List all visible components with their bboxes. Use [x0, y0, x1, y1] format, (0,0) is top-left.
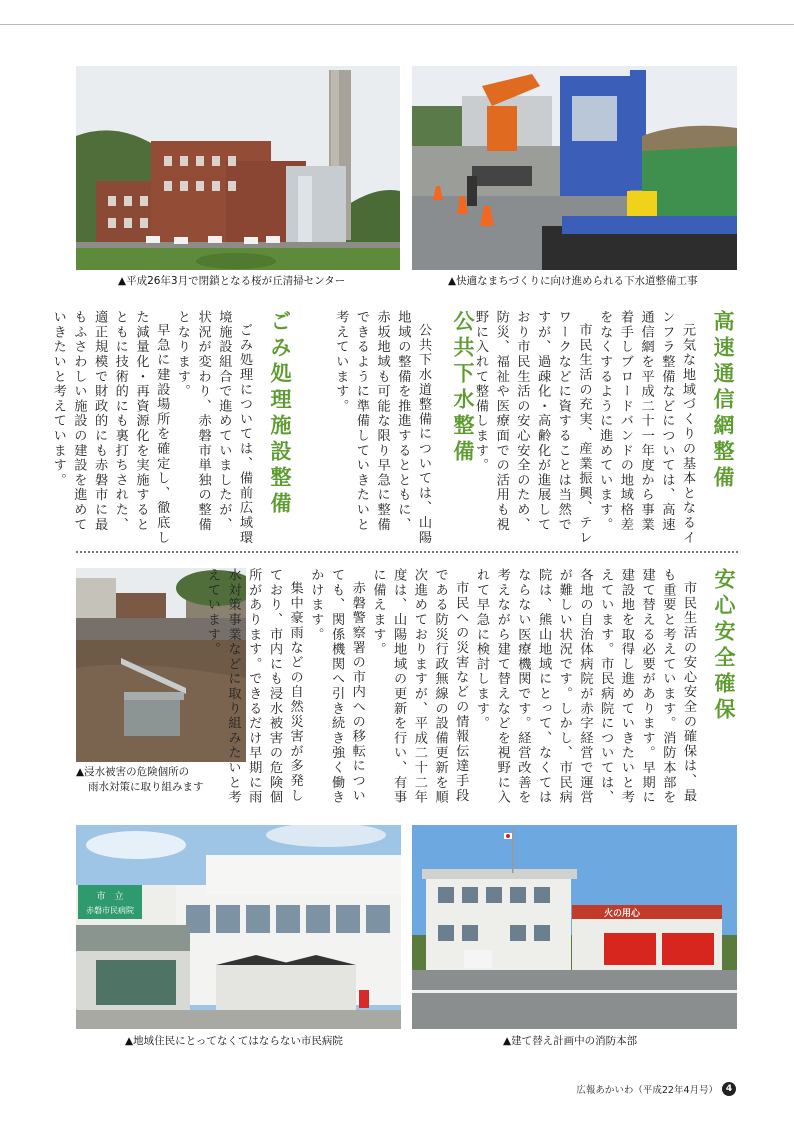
- waste-heading: ごみ処理施設整備: [268, 310, 292, 518]
- hospital-caption: ▲地域住民にとってなくてはならない市民病院: [125, 1035, 343, 1047]
- section-divider: [76, 551, 738, 553]
- broadband-heading: 高速通信網整備: [711, 310, 735, 492]
- safety-paragraph-1: 市民生活の安心安全の確保は、最も重要と考えています。消防本部を建て替える必要があります。早期に建設地を取得し進めていきたいと考えています。市民病院については、各地の自治体病院が赤字経営で運営が難しい状況です。しかし、市民病院は、熊山地域にとって、なくてはならない医療機関です。経営改善を考えながら建て替えなどを視野に入れて早急に検討します。: [473, 568, 696, 805]
- firestation-caption: ▲建て替え計画中の消防本部: [503, 1035, 638, 1047]
- publication-name: 広報あかいわ（平成22年4月号）: [576, 1085, 718, 1096]
- flood-caption-line-2: 雨水対策に取り組みます: [88, 781, 204, 793]
- safety-paragraph-3: 赤磐警察署の市内への移転についても、関係機関へ引き続き強く働きかけます。: [308, 568, 365, 805]
- waste-paragraph-1: ごみ処理については、備前広域環境施設組合で進めていましたが、状況が変わり、赤磐市単独の整備となります。: [174, 310, 252, 546]
- hospital-sign-line-1: 市 立: [96, 892, 124, 902]
- page-number: 4: [722, 1082, 736, 1096]
- safety-paragraph-2: 市民への災害などの情報伝達手段である防災行政無線の設備更新を順次進めておりますが、平成二十二年度は、山陽地域の更新を行い、有事に備えます。: [370, 568, 469, 805]
- broadband-paragraph-1: 元気な地域づくりの基本となるインフラ整備などについては、高速通信網を平成二十一年度から事業着手しブロードバンドの地域格差をなくするように進めています。: [597, 310, 695, 546]
- section-sewerage: [331, 310, 479, 546]
- incinerator-caption: ▲平成26年3月で閉鎖となる桜が丘清掃センター: [118, 275, 346, 287]
- safety-paragraph-4: 集中豪雨などの自然災害が多発しており、市内にも浸水被害の危険個所があります。できるだけ早期に雨水対策事業などに取り組みたいと考えています。: [204, 568, 303, 805]
- safety-heading: 安心安全確保: [712, 568, 736, 724]
- flood-caption-line-1: ▲浸水被害の危険個所の: [76, 766, 190, 778]
- section-safety: [204, 568, 740, 806]
- broadband-paragraph-2: 市民生活の充実、産業振興、テレワークなどに資することは当然ですが、過疎化・高齢化が進展しており市民生活の安心安全のため、防災、福祉や医療面での活用も視野に入れて整備します。: [472, 310, 592, 546]
- page-footer: [576, 1082, 736, 1096]
- waste-paragraph-2: 早急に建設場所を確定し、徹底した減量化・再資源化を実施するとともに技術的にも裏打ちされた、適正規模で財政的にも赤磐市に最もふさわしい施設の建設を進めていきたいと考えています。: [50, 310, 170, 546]
- firestation-banner-text: 火の用心: [603, 909, 641, 919]
- sewer-photo: [412, 66, 737, 270]
- section-waste: [50, 310, 296, 546]
- top-rule: [0, 24, 794, 25]
- incinerator-photo: [76, 66, 400, 270]
- sewerage-heading: 公共下水整備: [451, 310, 475, 466]
- section-broadband: [472, 310, 739, 546]
- sewerage-paragraph-1: 公共下水道整備については、山陽地域の整備を推進するとともに、赤坂地域も可能な限り早急に整備できるように準備していきたいと考えています。: [333, 310, 431, 546]
- sewer-caption: ▲快適なまちづくりに向け進められる下水道整備工事: [448, 275, 698, 287]
- firestation-photo: [412, 825, 737, 1029]
- hospital-sign-line-2: 赤磐市民病院: [86, 906, 134, 915]
- hospital-photo: [76, 825, 401, 1029]
